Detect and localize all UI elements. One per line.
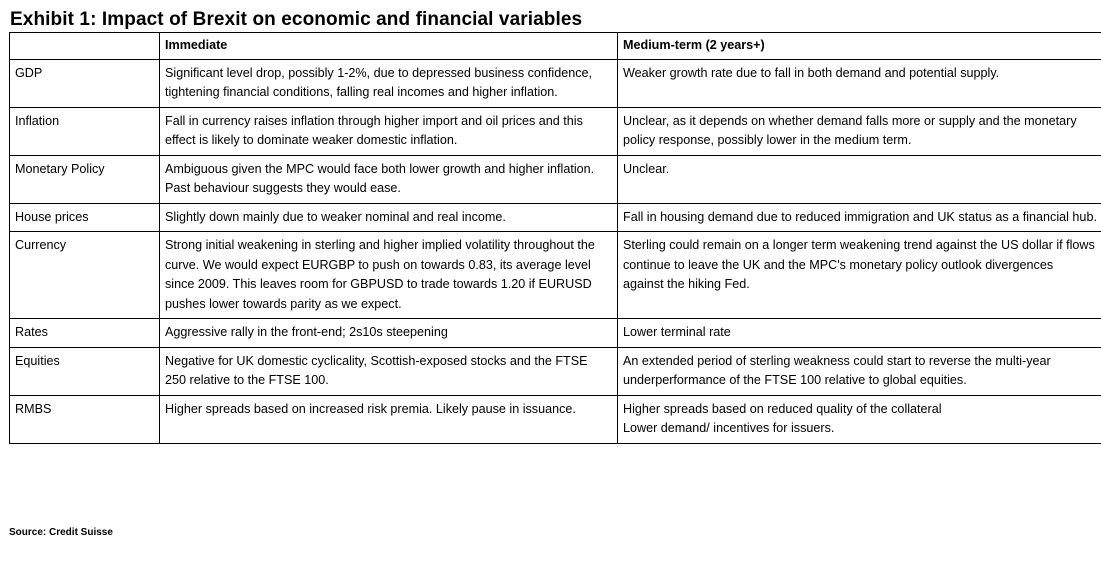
row-label-cell: Currency (10, 232, 160, 319)
header-cell-medium-term: Medium-term (2 years+) (618, 33, 1101, 60)
medium-term-cell: Unclear, as it depends on whether demand falls more or supply and the monetary policy response, possibly lower in the medium term. (618, 107, 1101, 155)
header-cell-immediate: Immediate (160, 33, 618, 60)
table-row (10, 155, 1101, 203)
medium-term-cell: Weaker growth rate due to fall in both demand and potential supply. (618, 59, 1101, 107)
table-row (10, 232, 1101, 319)
table-row (10, 395, 1101, 443)
brexit-impact-table (9, 32, 1101, 444)
row-label-cell: Rates (10, 319, 160, 348)
source-note: Source: Credit Suisse (9, 527, 113, 538)
medium-term-cell: Sterling could remain on a longer term weakening trend against the US dollar if flows continue to leave the UK and the MPC's monetary policy outlook divergences against the hiking Fed. (618, 232, 1101, 319)
row-label-cell: Equities (10, 347, 160, 395)
immediate-cell: Higher spreads based on increased risk premia. Likely pause in issuance. (160, 395, 618, 443)
exhibit-title: Exhibit 1: Impact of Brexit on economic and financial variables (10, 9, 583, 30)
immediate-cell: Slightly down mainly due to weaker nominal and real income. (160, 203, 618, 232)
row-label-cell: GDP (10, 59, 160, 107)
table-header-row (10, 33, 1101, 60)
immediate-cell: Negative for UK domestic cyclicality, Scottish-exposed stocks and the FTSE 250 relative to the FTSE 100. (160, 347, 618, 395)
medium-term-cell: Lower terminal rate (618, 319, 1101, 348)
immediate-cell: Strong initial weakening in sterling and higher implied volatility throughout the curve. We would expect EURGBP to push on towards 0.83, its average level since 2009. This leaves room for GBPUSD to trade towards 1.20 if EURUSD pushes lower towards parity as we expect. (160, 232, 618, 319)
immediate-cell: Fall in currency raises inflation through higher import and oil prices and this effect is likely to dominate weaker domestic inflation. (160, 107, 618, 155)
row-label-cell: Inflation (10, 107, 160, 155)
table-row (10, 107, 1101, 155)
table-row (10, 59, 1101, 107)
row-label-cell: House prices (10, 203, 160, 232)
row-label-cell: Monetary Policy (10, 155, 160, 203)
row-label-cell: RMBS (10, 395, 160, 443)
header-cell-variable (10, 33, 160, 60)
medium-term-cell: An extended period of sterling weakness could start to reverse the multi-year underperformance of the FTSE 100 relative to global equities. (618, 347, 1101, 395)
table-row (10, 319, 1101, 348)
medium-term-cell: Unclear. (618, 155, 1101, 203)
table-row (10, 203, 1101, 232)
medium-term-cell: Higher spreads based on reduced quality of the collateral Lower demand/ incentives for issuers. (618, 395, 1101, 443)
immediate-cell: Ambiguous given the MPC would face both lower growth and higher inflation. Past behaviour suggests they would ease. (160, 155, 618, 203)
medium-term-cell: Fall in housing demand due to reduced immigration and UK status as a financial hub. (618, 203, 1101, 232)
immediate-cell: Aggressive rally in the front-end; 2s10s steepening (160, 319, 618, 348)
immediate-cell: Significant level drop, possibly 1-2%, due to depressed business confidence, tightening financial conditions, falling real incomes and higher inflation. (160, 59, 618, 107)
table-row (10, 347, 1101, 395)
